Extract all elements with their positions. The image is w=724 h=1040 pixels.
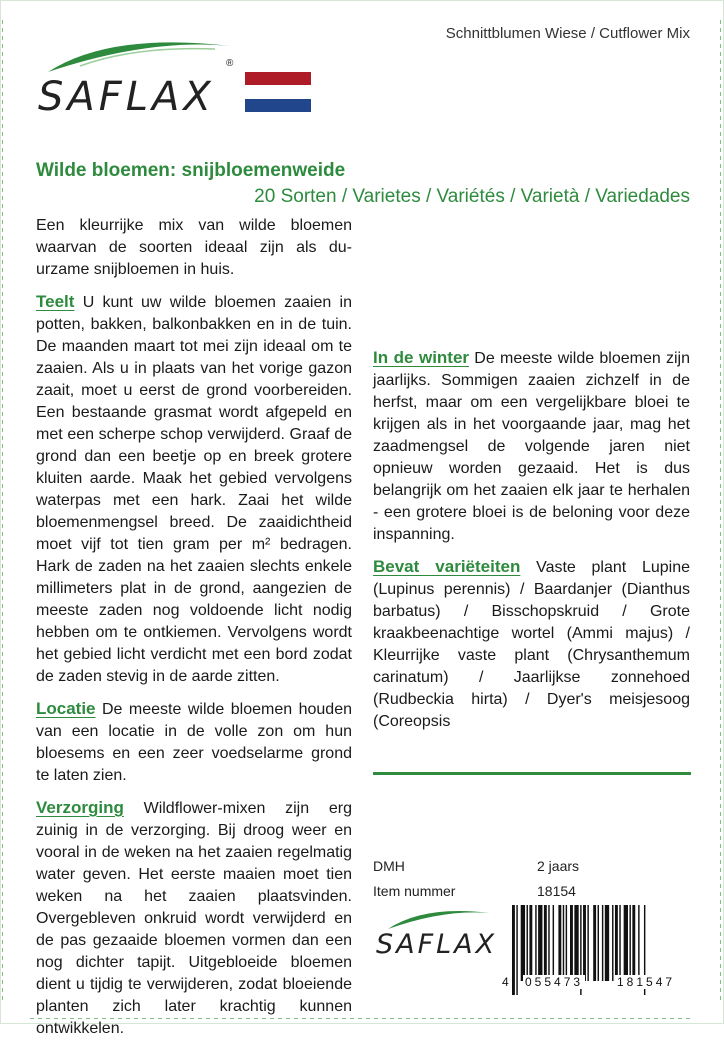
barcode-bar [512, 905, 515, 995]
product-line: Schnittblumen Wiese / Cutflower Mix [445, 25, 690, 42]
brand-wordmark: SAFLAX [38, 74, 215, 120]
section-bevat-varieteiten [373, 556, 690, 733]
section-verzorging [36, 797, 352, 1040]
section-heading: Bevat variëteiten [373, 557, 521, 576]
saflax-logo-small [372, 905, 502, 975]
section-body: Wildflower-mixen zijn erg zuinig in de verzorging. Bij droog weer en vooral in de weken na het zaaien regelmatig water geven. Het eerste maaien moet tien weken na het zaaien plaatsvinden. Overgebleven onkruid wordt verwijderd en de pas gezaaide bloemen vormen dan een nog dichter tapijt. Uitgebloeide bloemen dient u tijdig te verwijderen, zodat bloeiende planten zich later krachtig kunnen ontwikkelen. [36, 800, 352, 1037]
section-body: De meeste wilde bloemen houden van een locatie in de volle zon om hun bloesems en een zeer voedselarme grond te laten zien. [36, 701, 352, 784]
brand-wordmark: SAFLAX [376, 929, 498, 960]
section-body: De meeste wilde bloemen zijn jaarlijks. Sommigen zaaien zichzelf in de herfst, maar om een vergelijkbare bloei te krijgen als in het voorgaande jaar, mag het zaadmengsel de volgende jaren niet opnieuw worden gezaaid. Het is dus belangrijk om het zaaien elk jaar te herhalen - een grotere bloei is de beloning voor deze inspanning. [373, 350, 691, 543]
right-column [373, 215, 690, 743]
cut-line-left [2, 20, 3, 1000]
cut-line-right [720, 20, 721, 1000]
barcode-bar [570, 905, 573, 981]
barcode-bar [527, 905, 528, 981]
barcode-left-digits: 055473 [525, 975, 584, 989]
barcode-bar [553, 905, 554, 981]
registered-mark: ® [226, 58, 234, 69]
section-body: Vaste plant Lupine (Lupinus perennis) / Baardanjer (Dianthus barbatus) / Bisschopskruid / Grote kraakbeenachtige wortel (Ammi majus) / Kleurrijke vaste plant (Chrysanthemum carinatum) / Jaarlijkse zonnehoed (Rudbeckia hirta) / Dyer's meisjesoog (Coreopsis [373, 559, 690, 730]
section-heading: Teelt [36, 292, 75, 311]
flag-white-stripe [245, 85, 311, 98]
netherlands-flag-icon [245, 72, 311, 112]
barcode-bar [624, 905, 628, 981]
page-title: Wilde bloemen: snijbloemenweide [36, 160, 346, 181]
barcode-bar [544, 905, 547, 981]
section-heading: Locatie [36, 699, 96, 718]
barcode-bar [587, 905, 588, 981]
barcode-bar [598, 905, 599, 981]
barcode-bar [521, 905, 525, 981]
barcode-bar [602, 905, 603, 981]
barcode-bar [619, 905, 620, 981]
flag-blue-stripe [245, 99, 311, 112]
intro-text: Een kleurrijke mix van wilde bloemen waarvan de soorten ideaal zijn als duurzame snijbloemen in huis. [36, 217, 352, 278]
section-teelt [36, 291, 352, 688]
barcode-bar [612, 905, 613, 981]
barcode-bar [605, 905, 609, 981]
barcode-bar [529, 905, 532, 981]
barcode-bar [632, 905, 635, 981]
barcode-bar [558, 905, 561, 981]
flag-red-stripe [245, 72, 311, 85]
section-locatie [36, 698, 352, 787]
section-body: U kunt uw wilde bloemen zaaien in potten, bakken, balkonbakken en in de tuin. De maanden maart tot mei zijn ideaal om te zaaien. Als u in plaats van het vorige gazon zaait, moet u eerst de grond voorbereiden. Een bestaande grasmat wordt afgepeld en met een scherpe schop verwijderd. Graaf de grond dan een beetje op en breek grotere kluiten aarde. Maak het gebied vervolgens waterpas met een hark. Zaai het wilde bloemenmengsel breed. De zaaidichtheid moet vijf tot tien gram per m² bedragen. Hark de zaden na het zaaien slechts enkele millimeters plat in de grond, aangezien de meeste zaden nog voldoende licht nodig hebben om te ontkiemen. Vervolgens wordt het gebied licht verdicht met een bord zodat de zaden stevig in de aarde zitten. [36, 294, 353, 685]
barcode-bar [516, 905, 517, 995]
left-column [36, 215, 352, 1040]
barcode-bar [538, 905, 542, 981]
saflax-logo [30, 30, 250, 125]
barcode-bar [574, 905, 578, 981]
section-in-de-winter [373, 347, 690, 546]
barcode-bar [629, 905, 630, 981]
barcode-bar [615, 905, 618, 981]
barcode-bar [535, 905, 536, 981]
section-heading: In de winter [373, 348, 470, 367]
barcode-bar [566, 905, 567, 981]
dmh-label: DMH [373, 858, 405, 874]
dmh-value: 2 jaars [537, 858, 580, 874]
item-number-value: 18154 [537, 883, 576, 899]
barcode-bar [638, 905, 639, 981]
barcode-bar [563, 905, 564, 981]
section-heading: Verzorging [36, 798, 124, 817]
barcode-bar [548, 905, 549, 981]
barcode-right-digits: 181547 [617, 975, 676, 989]
section-divider [373, 772, 691, 775]
barcode-bar [593, 905, 596, 981]
barcode-lead-digit: 4 [502, 975, 509, 989]
barcode-bar [583, 905, 586, 981]
page-subtitle: 20 Sorten / Varietes / Variétés / Varietà / Variedades [254, 186, 690, 207]
item-number-label: Item nummer [373, 883, 456, 899]
